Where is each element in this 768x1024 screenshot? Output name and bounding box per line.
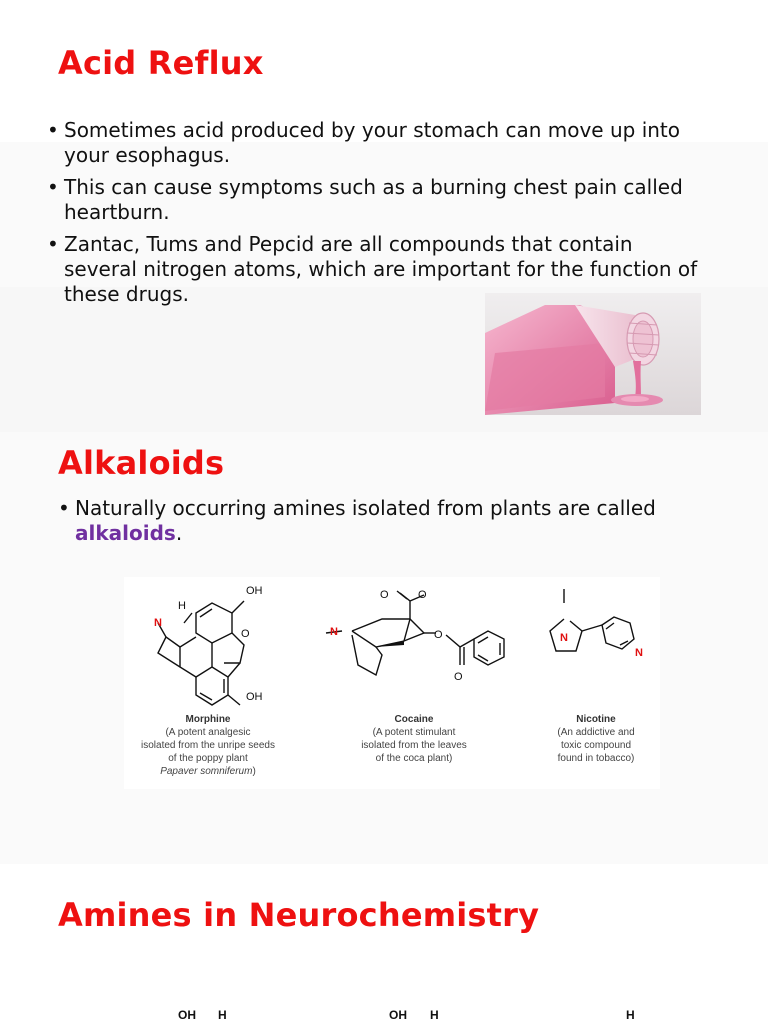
structure-fragment-label: H	[218, 1008, 227, 1022]
caption-line: found in tobacco)	[557, 753, 635, 764]
caption-line: toxic compound	[560, 740, 632, 751]
bullet-item	[47, 118, 707, 168]
slide-acid-reflux	[0, 0, 768, 432]
slide-amines-neurochemistry	[0, 866, 768, 1024]
caption-line: of the poppy plant	[168, 753, 248, 764]
hydroxyl-label: OH	[246, 585, 263, 597]
bullet-text: Sometimes acid produced by your stomach can move up into your esophagus.	[64, 118, 681, 167]
compound-name: Nicotine	[576, 714, 616, 725]
species-name: Papaver somniferum	[160, 766, 253, 777]
highlighted-term: alkaloids	[75, 521, 176, 545]
nitrogen-label: N	[330, 626, 338, 638]
bullet-list	[58, 496, 698, 553]
slide-title: Acid Reflux	[58, 44, 264, 82]
bullet-text: This can cause symptoms such as a burning chest pain called heartburn.	[64, 175, 683, 224]
nitrogen-label: N	[560, 632, 568, 644]
bullet-punctuation: .	[175, 521, 183, 545]
bullet-dot: •	[47, 175, 59, 199]
hydrogen-label: H	[178, 600, 186, 612]
caption-line: (A potent stimulant	[372, 727, 456, 738]
caption-line: (A potent analgesic	[165, 727, 251, 738]
bullet-dot: •	[47, 118, 59, 142]
bullet-list	[47, 118, 707, 314]
nicotine-structure	[542, 589, 652, 679]
hydroxyl-label: OH	[246, 691, 263, 703]
bullet-text: Zantac, Tums and Pepcid are all compounds that contain several nitrogen atoms, which are important for the function of these drugs.	[64, 232, 698, 306]
nitrogen-label: N	[635, 647, 643, 659]
cocaine-caption	[334, 713, 494, 765]
structure-fragment-label: OH	[389, 1008, 407, 1022]
caption-line: isolated from the unripe seeds	[141, 740, 275, 751]
alkaloid-structures-figure	[124, 577, 660, 789]
slide-title: Amines in Neurochemistry	[58, 896, 540, 934]
cocaine-structure	[312, 585, 522, 695]
nicotine-caption	[528, 713, 664, 765]
bullet-item	[58, 496, 698, 546]
caption-line: of the coca plant)	[375, 753, 453, 764]
bullet-dot: •	[58, 496, 70, 520]
oxygen-label: O	[380, 589, 389, 601]
oxygen-label: O	[454, 671, 463, 683]
bullet-dot: •	[47, 232, 59, 256]
nitrogen-label: N	[154, 617, 162, 629]
oxygen-label: O	[241, 628, 250, 640]
caption-punctuation: )	[252, 766, 256, 777]
structure-fragment-label: H	[626, 1008, 635, 1022]
slide-title: Alkaloids	[58, 444, 225, 482]
morphine-caption	[128, 713, 288, 778]
bottle-illustration	[485, 293, 701, 415]
compound-name: Morphine	[185, 714, 231, 725]
bullet-text: Naturally occurring amines isolated from plants are called	[75, 496, 656, 520]
caption-line: isolated from the leaves	[361, 740, 467, 751]
structure-fragment-label: H	[430, 1008, 439, 1022]
pink-medicine-bottle-photo	[485, 293, 701, 415]
bullet-item	[47, 175, 707, 225]
structure-fragment-label: OH	[178, 1008, 196, 1022]
oxygen-label: O	[418, 589, 427, 601]
oxygen-label: O	[434, 629, 443, 641]
caption-line: (An addictive and	[557, 727, 635, 738]
compound-name: Cocaine	[394, 714, 434, 725]
